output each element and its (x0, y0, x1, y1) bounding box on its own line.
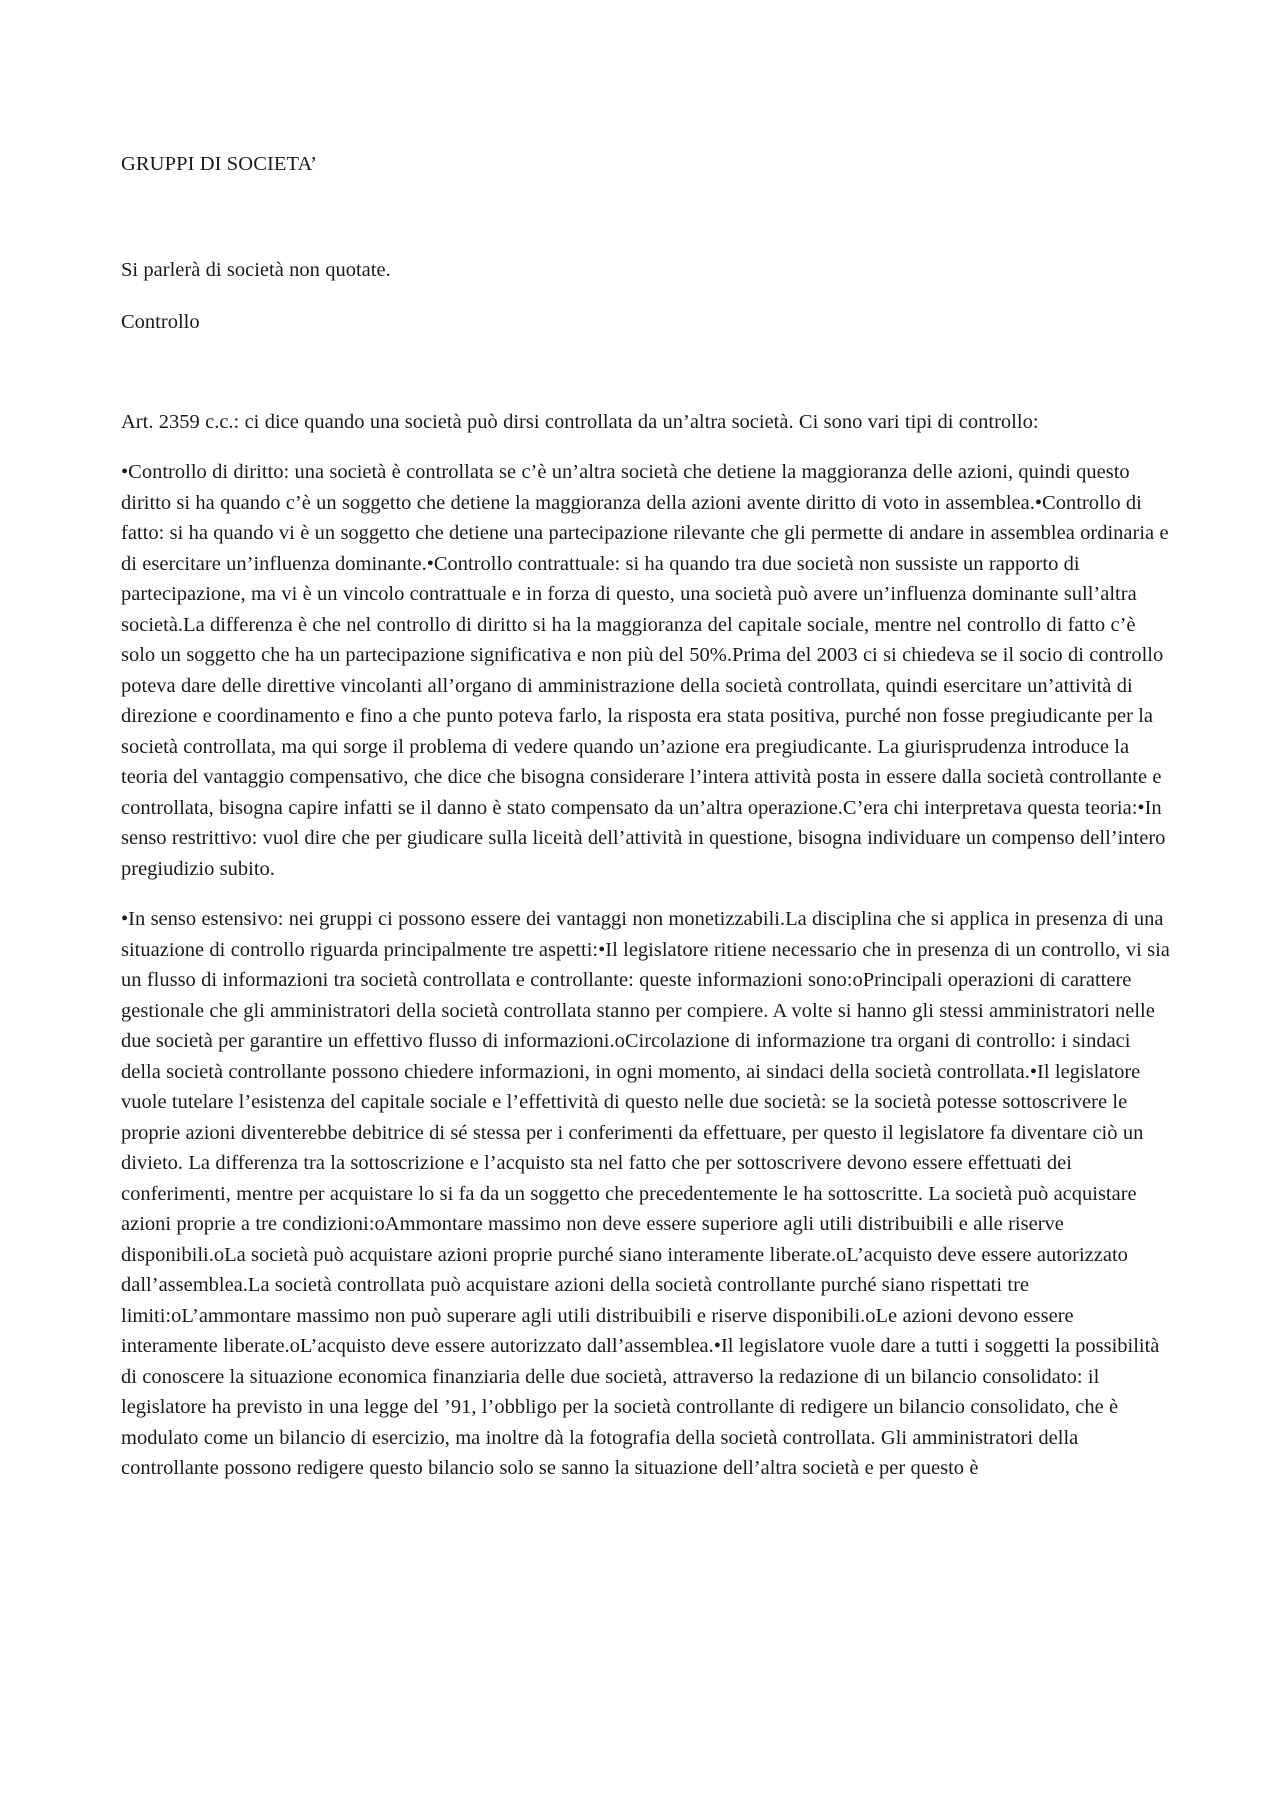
document-title: GRUPPI DI SOCIETA’ (121, 153, 318, 175)
section-heading: Controllo (121, 311, 200, 333)
document-body (121, 149, 1171, 1484)
spacer (121, 285, 1171, 307)
paragraph-control-types: •Controllo di diritto: una società è controllata se c’è un’altra società che detiene la maggioranza delle azioni, quindi questo diritto si ha quando c’è un soggetto che detiene la maggioranza della azioni avente diritto di voto in assemblea.•Controllo di fatto: si ha quando vi è un soggetto che detiene una partecipazione rilevante che gli permette di andare in assemblea ordinaria e di esercitare un’influenza dominante.•Controllo contrattuale: si ha quando tra due società non sussiste un rapporto di partecipazione, ma vi è un vincolo contrattuale e in forza di questo, una società può avere un’influenza dominante sull’altra società.La differenza è che nel controllo di diritto si ha la maggioranza del capitale sociale, mentre nel controllo di fatto c’è solo un soggetto che ha un partecipazione significativa e non più del 50%.Prima del 2003 ci si chiedeva se il socio di controllo poteva dare delle direttive vincolanti all’organo di amministrazione della società controllata, quindi esercitare un’attività di direzione e coordinamento e fino a che punto poteva farlo, la risposta era stata positiva, purché non fosse pregiudicante per la società controllata, ma qui sorge il problema di vedere quando un’azione era pregiudicante. La giurisprudenza introduce la teoria del vantaggio compensativo, che dice che bisogna considerare l’intera attività posta in essere dalla società controllante e controllata, bisogna capire infatti se il danno è stato compensato da un’altra operazione.C’era chi interpretava questa teoria:•In senso restrittivo: vuol dire che per giudicare sulla liceità dell’attività in questione, bisogna individuare un compenso dell’intero pregiudizio subito. (121, 461, 1169, 880)
spacer (121, 437, 1171, 457)
paragraph-article: Art. 2359 c.c.: ci dice quando una società può dirsi controllata da un’altra società. Ci sono vari tipi di controllo: (121, 410, 1039, 433)
spacer (121, 338, 1171, 407)
paragraph-discipline: •In senso estensivo: nei gruppi ci possono essere dei vantaggi non monetizzabili.La disciplina che si applica in presenza di una situazione di controllo riguarda principalmente tre aspetti:•Il legislatore ritiene necessario che in presenza di un controllo, vi sia un flusso di informazioni tra società controllata e controllante: queste informazioni sono:oPrincipali operazioni di carattere gestionale che gli amministratori della società controllata stanno per compiere. A volte si hanno gli stessi amministratori nelle due società per garantire un effettivo flusso di informazioni.oCircolazione di informazione tra organi di controllo: i sindaci della società controllante possono chiedere informazioni, in ogni momento, ai sindaci della società controllata.•Il legislatore vuole tutelare l’esistenza del capitale sociale e l’effettività di questo nelle due società: se la società potesse sottoscrivere le proprie azioni diventerebbe debitrice di sé stessa per i conferimenti da effettuare, per questo il legislatore fa diventare ciò un divieto. La differenza tra la sottoscrizione e l’acquisto sta nel fatto che per sottoscrivere devono essere effettuati dei conferimenti, mentre per acquistare lo si fa da un soggetto che precedentemente le ha sottoscritte. La società può acquistare azioni proprie a tre condizioni:oAmmontare massimo non deve essere superiore agli utili distribuibili e alle riserve disponibili.oLa società può acquistare azioni proprie purché siano interamente liberate.oL’acquisto deve essere autorizzato dall’assemblea.La società controllata può acquistare azioni della società controllante purché siano rispettati tre limiti:oL’ammontare massimo non può superare agli utili distribuibili e riserve disponibili.oLe azioni devono essere interamente liberate.oL’acquisto deve essere autorizzato dall’assemblea.•Il legislatore vuole dare a tutti i soggetti la possibilità di conoscere la situazione economica finanziaria delle due società, attraverso la redazione di un bilancio consolidato: il legislatore ha previsto in una legge del ’91, l’obbligo per la società controllante di redigere un bilancio consolidato, che è modulato come un bilancio di esercizio, ma inoltre dà la fotografia della società controllata. Gli amministratori della controllante possono redigere questo bilancio solo se sanno la situazione dell’altra società e per questo è (121, 908, 1170, 1479)
intro-paragraph: Si parlerà di società non quotate. (121, 258, 391, 281)
spacer (121, 884, 1171, 904)
spacer (121, 180, 1171, 255)
